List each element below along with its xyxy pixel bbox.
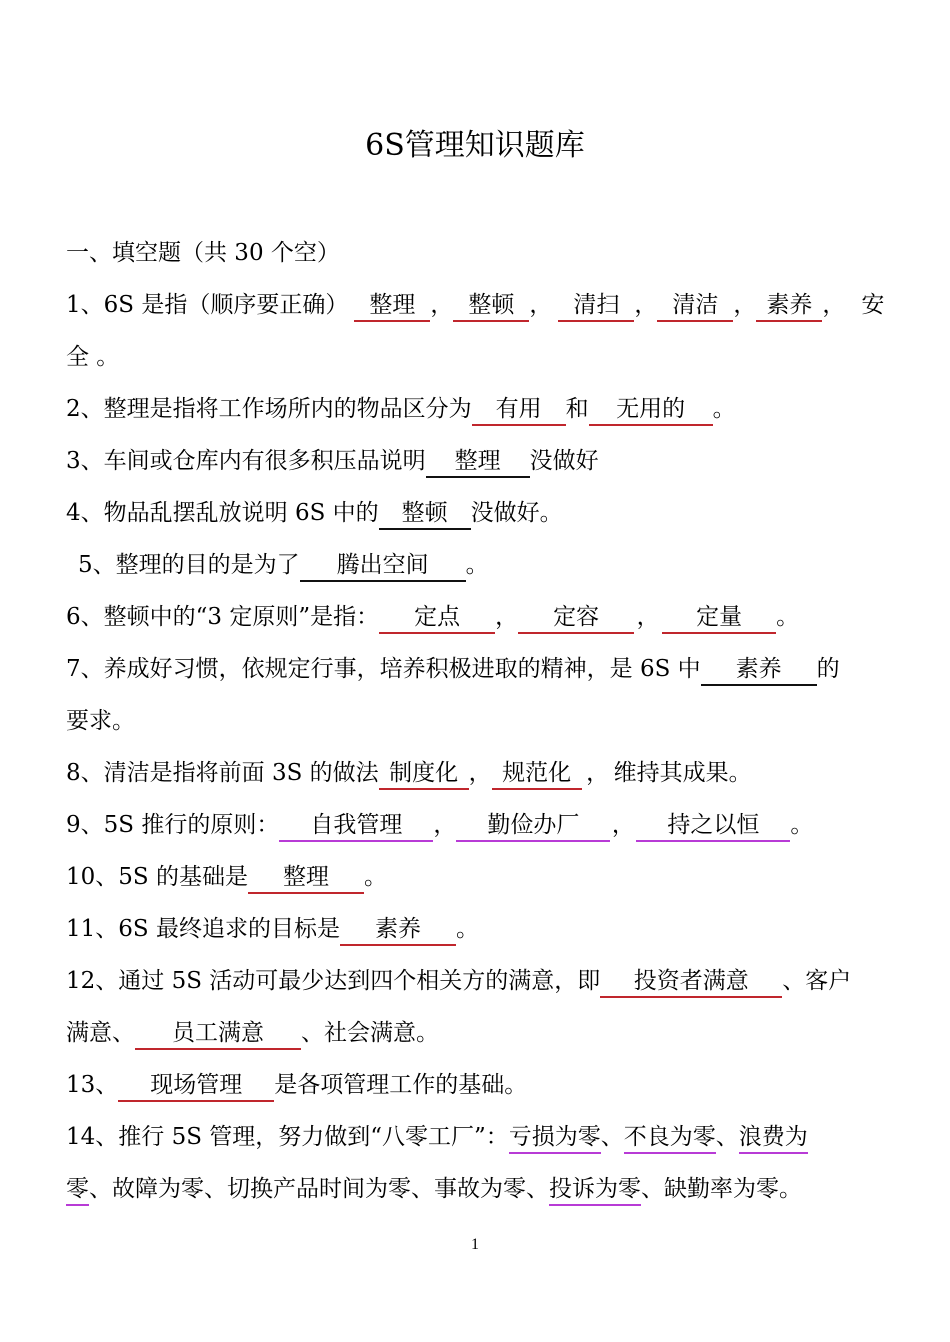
- question-5: [78, 548, 489, 582]
- answer-blank: 整理: [426, 446, 530, 478]
- question-text: 。: [465, 552, 489, 578]
- page-number: 1: [471, 1236, 479, 1253]
- answer-blank: 素养: [701, 654, 817, 686]
- question-text: 。: [790, 812, 814, 838]
- answer-blank: 自我管理: [279, 810, 433, 842]
- answer-blank: 整理: [248, 862, 364, 894]
- question-text: 4、物品乱摆乱放说明 6S 中的: [66, 500, 379, 526]
- question-9: 9、5S 推行的原则： 自我管理 ， 勤俭办厂 ， 持之以恒 。: [66, 808, 813, 842]
- answer-blank: 持之以恒: [636, 810, 790, 842]
- question-text: 7、养成好习惯，依规定行事，培养积极进取的精神，是 6S 中: [66, 656, 701, 682]
- answer-blank: 腾出空间: [300, 550, 466, 582]
- question-text: 。: [363, 864, 387, 890]
- question-text: 是各项管理工作的基础。: [274, 1072, 528, 1098]
- question-text: 、客户: [782, 968, 852, 994]
- question-text: 没做好: [529, 448, 599, 474]
- answer-blank: 有用: [472, 394, 566, 426]
- question-7: [66, 652, 840, 686]
- question-text: 9、5S 推行的原则：: [66, 812, 280, 838]
- question-text: 、社会满意。: [301, 1020, 439, 1046]
- question-1-continued: 全 。: [66, 344, 120, 370]
- question-text: 安: [861, 292, 885, 318]
- question-10: [66, 860, 387, 894]
- question-text: 满意、: [66, 1020, 135, 1046]
- question-text: 13、: [66, 1072, 119, 1098]
- question-text: 5、整理的目的是为了: [78, 552, 300, 578]
- underlined-answer: 浪费为: [739, 1124, 808, 1154]
- answer-blank: 无用的: [589, 394, 713, 426]
- answer-blank: 素养: [756, 290, 822, 322]
- page-title: 6S管理知识题库: [365, 128, 585, 163]
- question-text: 没做好。: [470, 500, 563, 526]
- question-text: 、缺勤率为零。: [641, 1176, 802, 1202]
- question-4: [66, 496, 563, 530]
- question-3: [66, 444, 599, 478]
- question-11: [66, 912, 479, 946]
- question-1: 1、6S 是指（顺序要正确） 整理 ， 整顿 ， 清扫 ， 清洁 ， 素养 ， 安: [66, 288, 884, 322]
- answer-blank: 现场管理: [118, 1070, 274, 1102]
- answer-blank: 整理: [354, 290, 430, 322]
- answer-blank: 员工满意: [135, 1018, 301, 1050]
- question-12: [66, 964, 851, 998]
- question-text: 。: [712, 396, 736, 422]
- answer-blank: 制度化: [379, 758, 469, 790]
- underlined-answer: 亏损为零: [509, 1124, 601, 1154]
- underlined-answer: 投诉为零: [549, 1176, 641, 1206]
- question-text: 。: [776, 604, 800, 630]
- question-text: 1、6S 是指（顺序要正确）: [66, 292, 349, 318]
- question-13: [66, 1068, 527, 1102]
- answer-blank: 素养: [340, 914, 456, 946]
- question-7-continued: 要求。: [66, 708, 135, 734]
- underlined-answer: 不良为零: [624, 1124, 716, 1154]
- question-text: 6、整顿中的“3 定原则”是指：: [66, 604, 380, 630]
- question-14-continued: [66, 1172, 802, 1206]
- underlined-answer: 零: [66, 1176, 89, 1206]
- answer-blank: 整顿: [379, 498, 471, 530]
- question-text: 14、推行 5S 管理，努力做到“八零工厂”：: [66, 1124, 509, 1150]
- answer-blank: 整顿: [453, 290, 529, 322]
- section-heading: 一、填空题（共 30 个空）: [66, 240, 340, 266]
- question-text: 3、车间或仓库内有很多积压品说明: [66, 448, 426, 474]
- question-text: 10、5S 的基础是: [66, 864, 248, 890]
- answer-blank: 定点: [379, 602, 495, 634]
- question-text: 维持其成果。: [613, 760, 752, 786]
- answer-blank: 清洁: [657, 290, 733, 322]
- question-text: 8、清洁是指将前面 3S 的做法: [66, 760, 379, 786]
- question-text: 12、通过 5S 活动可最少达到四个相关方的满意，即: [66, 968, 601, 994]
- answer-blank: 勤俭办厂: [456, 810, 610, 842]
- question-14: 14、推行 5S 管理，努力做到“八零工厂”：亏损为零、不良为零、浪费为: [66, 1120, 808, 1154]
- answer-blank: 定容: [518, 602, 634, 634]
- question-text: 。: [455, 916, 479, 942]
- question-text: 2、整理是指将工作场所内的物品区分为: [66, 396, 472, 422]
- question-6: 6、整顿中的“3 定原则”是指： 定点 ， 定容 ， 定量 。: [66, 600, 799, 634]
- question-2: [66, 392, 736, 426]
- answer-blank: 定量: [662, 602, 776, 634]
- question-text: 、故障为零、切换产品时间为零、事故为零、: [89, 1176, 549, 1202]
- question-text: 的: [816, 656, 840, 682]
- answer-blank: 投资者满意: [600, 966, 782, 998]
- question-12-continued: [66, 1016, 439, 1050]
- question-text: 11、6S 最终追求的目标是: [66, 916, 340, 942]
- question-text: 和: [565, 396, 589, 422]
- question-8: 8、清洁是指将前面 3S 的做法 制度化 ， 规范化 ， 维持其成果。: [66, 756, 752, 790]
- answer-blank: 规范化: [492, 758, 582, 790]
- answer-blank: 清扫: [558, 290, 634, 322]
